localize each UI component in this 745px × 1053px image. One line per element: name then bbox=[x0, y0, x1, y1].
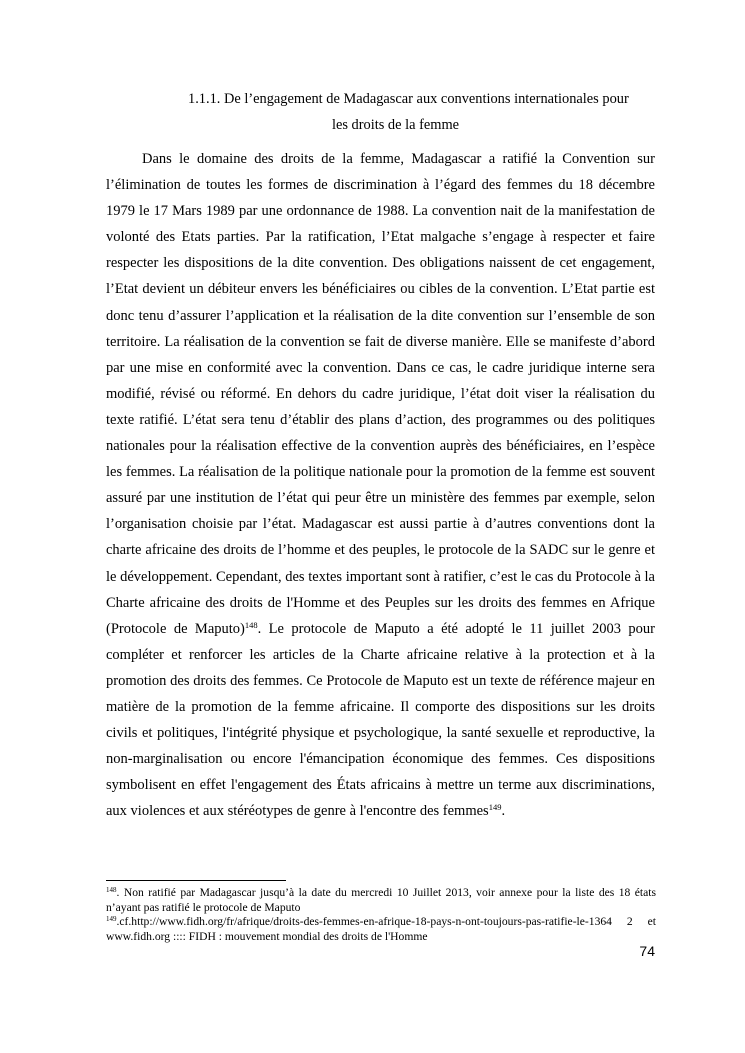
footnote-number: 148 bbox=[106, 886, 117, 894]
section-heading bbox=[106, 86, 655, 138]
footnote-separator bbox=[106, 880, 286, 881]
paragraph-text-2: . Le protocole de Maputo a été adopté le 11 juillet 2003 pour compléter et renforcer les articles de la Charte africaine relative à la protection et à la promotion des droits des femmes. Ce Protocole de Maputo est un texte de référence majeur en matière de la promotion de la femme africaine. Il comporte des dispositions sur les droits civils et politiques, l'intégrité physique et psychologique, la santé sexuelle et reproductive, la non-marginalisation ou encore l'émancipation économique des femmes. Ces dispositions symbolisent en effet l'engagement des États africains à mettre un terme aux discriminations, aux violences et aux stéréotypes de genre à l'encontre des femmes bbox=[106, 620, 655, 820]
footnote-148 bbox=[106, 886, 656, 915]
footnote-text: .cf.http://www.fidh.org/fr/afrique/droits-des-femmes-en-afrique-18-pays-n-ont-toujours-pas-ratifie-le-1364 2 et www.fidh.org :::: FIDH : mouvement mondial des droits de l'Homme bbox=[106, 915, 656, 943]
page-number: 74 bbox=[639, 943, 655, 959]
footnote-ref-149: 149 bbox=[488, 802, 502, 813]
paragraph-text-3: . bbox=[501, 803, 506, 820]
footnote-number: 149 bbox=[106, 915, 117, 924]
footnote-text: . Non ratifié par Madagascar jusqu’à la date du mercredi 10 Juillet 2013, voir annexe pour la liste des 18 états n’ayant pas ratifié le protocole de Maputo bbox=[106, 886, 656, 914]
body-paragraph bbox=[106, 146, 655, 824]
footnotes bbox=[106, 886, 656, 944]
paragraph-text-1: Dans le domaine des droits de la femme, Madagascar a ratifié la Convention sur l’élimination de toutes les formes de discrimination à l’égard des femmes du 18 décembre 1979 le 17 Mars 1989 par une ordonnance de 1988. La convention nait de la manifestation de volonté des Etats parties. Par la ratification, l’Etat malgache s’engage à respecter et faire respecter les dispositions de la dite convention. Des obligations naissent de cet engagement, l’Etat devient un débiteur envers les bénéficiaires ou cibles de la convention. L’Etat partie est donc tenu d’assurer l’application et la réalisation de la dite convention sur l’ensemble de son territoire. La réalisation de la convention se fait de diverse manière. Elle se manifeste d’abord par une mise en conformité avec la convention. Dans ce cas, le cadre juridique interne sera modifié, révisé ou réformé. En dehors du cadre juridique, l’état doit viser la réalisation du texte ratifié. L’état sera tenu d’établir des plans d’action, des programmes ou des politiques nationales pour la réalisation effective de la convention auprès des bénéficiaires, en l’espèce les femmes. La réalisation de la politique nationale pour la promotion de la femme est souvent assuré par une institution de l’état qui peur être un ministère des femmes par exemple, selon l’organisation choisie par l’état. Madagascar est aussi partie à d’autres conventions dont la charte africaine des droits de l’homme et des peuples, le protocole de la SADC sur le genre et le développement. Cependant, des textes important sont à ratifier, c’est le cas du Protocole à la Charte africaine des droits de l'Homme et des Peuples sur les droits des femmes en Afrique (Protocole de Maputo) bbox=[106, 151, 655, 637]
section-heading-line-1: 1.1.1. De l’engagement de Madagascar aux conventions internationales pour bbox=[188, 91, 629, 107]
footnote-149 bbox=[106, 915, 656, 944]
paragraph bbox=[106, 146, 655, 824]
section-heading-line-2: les droits de la femme bbox=[331, 117, 460, 133]
footnote-ref-148: 148 bbox=[244, 619, 258, 630]
